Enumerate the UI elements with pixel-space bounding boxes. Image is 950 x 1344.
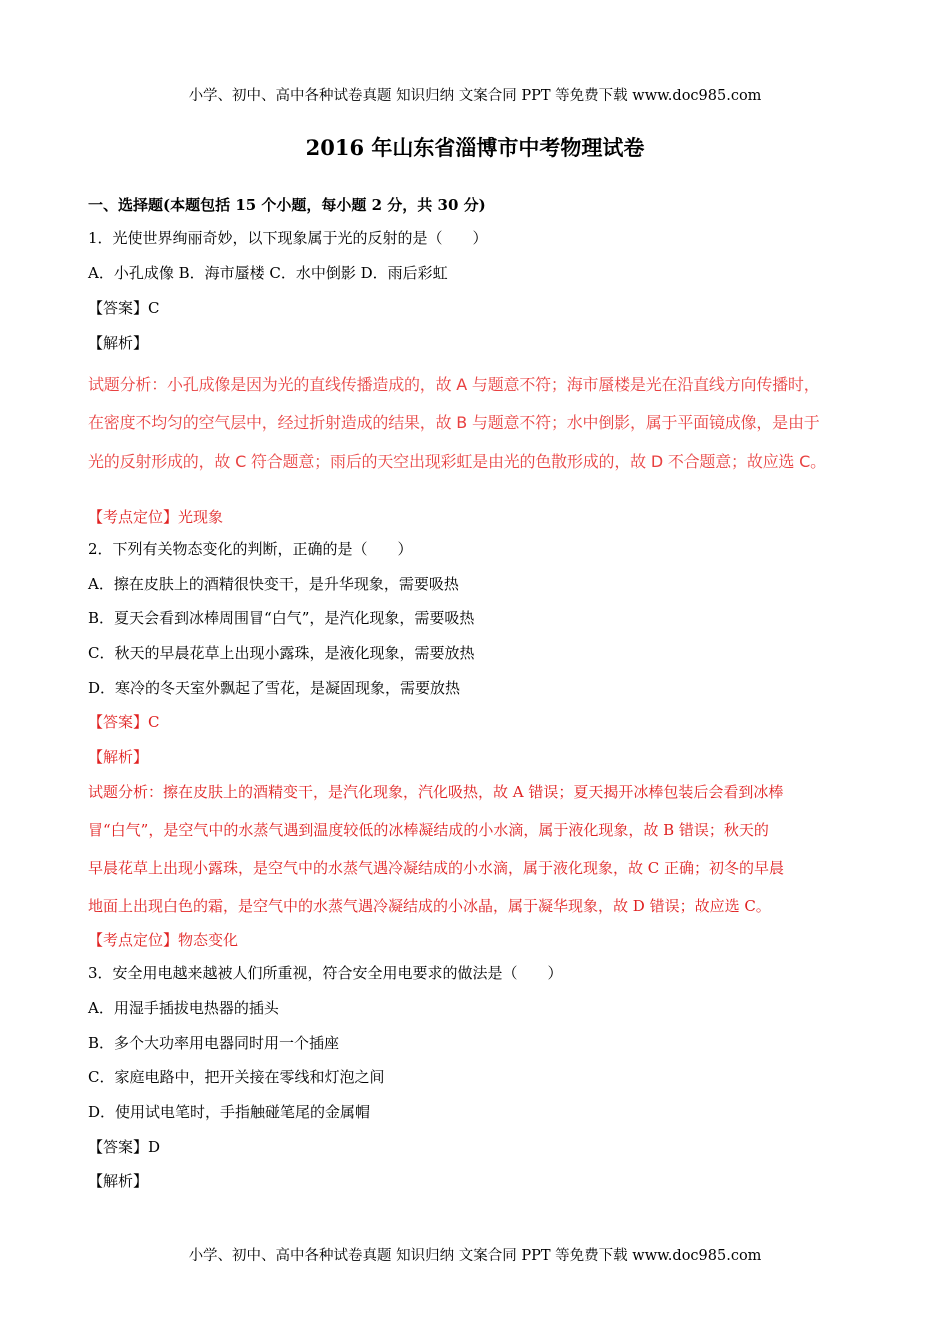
q2-option-c: C．秋天的早晨花草上出现小露珠，是液化现象，需要放热 (88, 644, 475, 662)
q2-analysis-line-3: 早晨花草上出现小露珠，是空气中的水蒸气遇冷凝结成的小水滴，属于液化现象，故 C 正确；初冬的早晨 (88, 859, 785, 877)
page-header: 小学、初中、高中各种试卷真题 知识归纳 文案合同 PPT 等免费下载 www.doc985.com (188, 88, 762, 104)
q3-option-c: C．家庭电路中，把开关接在零线和灯泡之间 (88, 1068, 385, 1086)
q3-answer: 【答案】D (88, 1138, 161, 1156)
q2-option-b: B．夏天会看到冰棒周围冒“白气”，是汽化现象，需要吸热 (88, 609, 475, 627)
q1-analysis-line-3: 光的反射形成的，故 C 符合题意；雨后的天空出现彩虹是由光的色散形成的，故 D 不合题意；故应选 C。 (88, 452, 826, 471)
q3-analysis-label: 【解析】 (88, 1172, 149, 1190)
q2-topic: 【考点定位】物态变化 (88, 931, 239, 949)
q3-stem: 3．安全用电越来越被人们所重视，符合安全用电要求的做法是（ ） (88, 964, 563, 982)
q2-analysis-line-4: 地面上出现白色的霜，是空气中的水蒸气遇冷凝结成的小冰晶，属于凝华现象，故 D 错误；故应选 C。 (88, 897, 771, 915)
q1-stem: 1．光使世界绚丽奇妙，以下现象属于光的反射的是（ ） (88, 229, 488, 247)
q2-analysis-line-2: 冒“白气”，是空气中的水蒸气遇到温度较低的冰棒凝结成的小水滴，属于液化现象，故 B 错误；秋天的 (88, 821, 769, 839)
page-title: 2016 年山东省淄博市中考物理试卷 (305, 135, 645, 160)
q2-analysis-line-1: 试题分析：擦在皮肤上的酒精变干，是汽化现象，汽化吸热，故 A 错误；夏天揭开冰棒包装后会看到冰棒 (88, 783, 784, 801)
q2-answer: 【答案】C (88, 713, 160, 731)
q2-option-d: D．寒冷的冬天室外飘起了雪花，是凝固现象，需要放热 (88, 679, 461, 697)
section-heading: 一、选择题(本题包括 15 个小题，每小题 2 分，共 30 分) (88, 196, 486, 214)
q2-option-a: A．擦在皮肤上的酒精很快变干，是升华现象，需要吸热 (88, 575, 459, 593)
q1-options: A．小孔成像 B．海市蜃楼 C．水中倒影 D．雨后彩虹 (88, 264, 448, 282)
q2-analysis-label: 【解析】 (88, 748, 149, 766)
q3-option-b: B．多个大功率用电器同时用一个插座 (88, 1034, 340, 1052)
q1-analysis-line-1: 试题分析：小孔成像是因为光的直线传播造成的，故 A 与题意不符；海市蜃楼是光在沿直线方向传播时， (88, 375, 820, 394)
q1-answer: 【答案】C (88, 299, 160, 317)
q3-option-a: A．用湿手插拔电热器的插头 (88, 999, 279, 1017)
q1-analysis-line-2: 在密度不均匀的空气层中，经过折射造成的结果，故 B 与题意不符；水中倒影，属于平面镜成像，是由于 (88, 413, 820, 432)
q2-stem: 2．下列有关物态变化的判断，正确的是（ ） (88, 540, 413, 558)
q1-topic: 【考点定位】光现象 (88, 508, 224, 526)
q1-analysis-label: 【解析】 (88, 334, 149, 352)
page-footer: 小学、初中、高中各种试卷真题 知识归纳 文案合同 PPT 等免费下载 www.doc985.com (188, 1248, 762, 1264)
q3-option-d: D．使用试电笔时，手指触碰笔尾的金属帽 (88, 1103, 371, 1121)
